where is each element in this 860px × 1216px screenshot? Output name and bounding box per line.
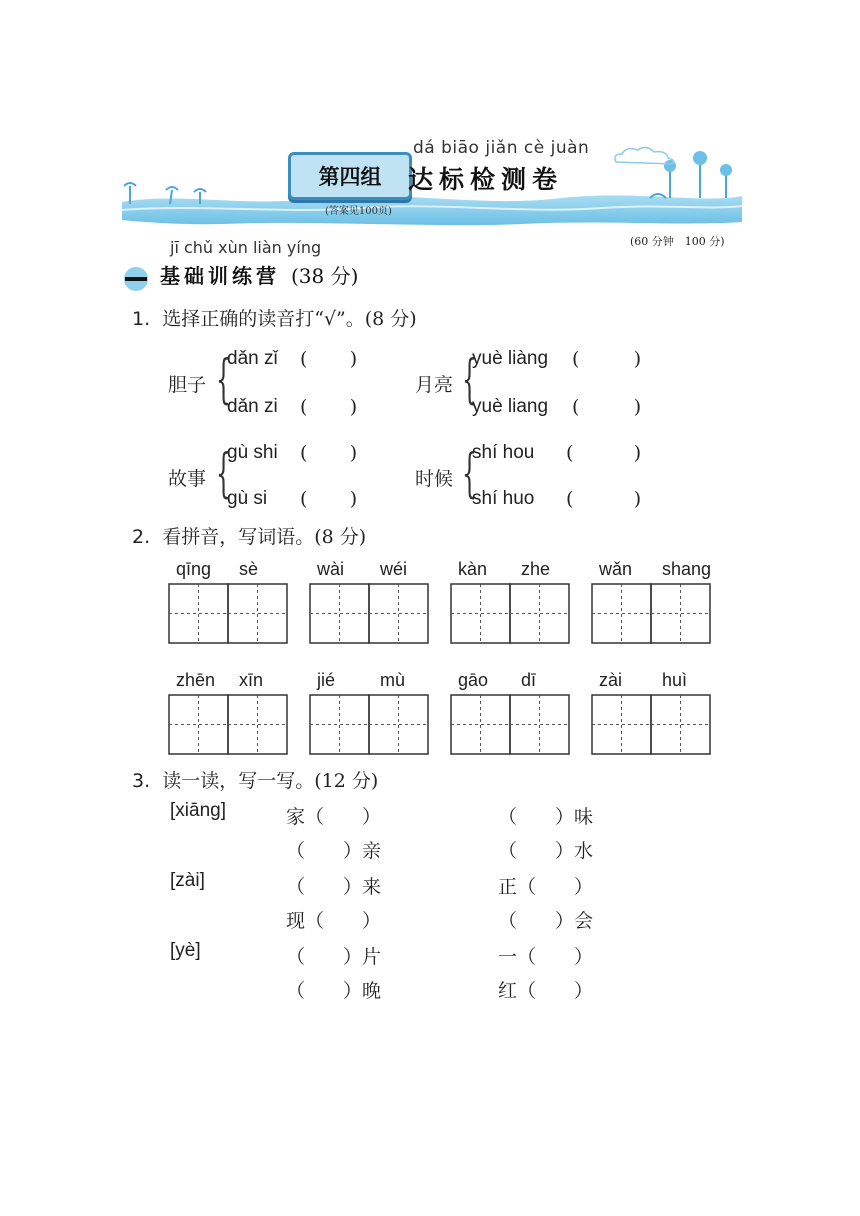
q3-pinyin: [xiāng] bbox=[170, 800, 226, 821]
section-marker-icon bbox=[122, 266, 150, 292]
q2-pinyin: gāo bbox=[458, 670, 489, 690]
section-title-text: 基础训练营 bbox=[160, 264, 280, 288]
q1-word: 月亮 bbox=[415, 374, 454, 396]
brace-icon: { bbox=[462, 444, 477, 504]
q2-pinyin: zhe bbox=[521, 559, 551, 579]
q2-pinyin: wéi bbox=[380, 559, 408, 579]
q3-prompt-text: 读一读，写一写。(12 分) bbox=[162, 770, 379, 792]
q1-prompt bbox=[132, 304, 417, 331]
q1-prompt-text: 选择正确的读音打“√”。(8 分) bbox=[162, 308, 417, 330]
q3-number: 3. bbox=[132, 770, 151, 792]
q2-pinyin: zài bbox=[599, 670, 623, 690]
group-label-sign bbox=[288, 152, 412, 200]
q2-pinyin: xīn bbox=[239, 670, 264, 690]
q2-prompt-text: 看拼音，写词语。(8 分) bbox=[162, 526, 367, 548]
q3-blank[interactable]: 红（ ） bbox=[498, 980, 594, 1002]
page-title: 达标检测卷 bbox=[408, 165, 564, 194]
q1-answer-blank[interactable]: ( ) bbox=[300, 442, 358, 464]
q1-answer-blank[interactable]: ( ) bbox=[572, 396, 642, 418]
q2-pinyin: wǎn bbox=[599, 559, 633, 579]
writing-grid[interactable] bbox=[591, 583, 711, 644]
q3-pinyin: [zài] bbox=[170, 870, 205, 891]
q3-blank[interactable]: 家（ ） bbox=[286, 806, 382, 828]
q1-option: gù si bbox=[227, 488, 268, 509]
q1-option: shí hou bbox=[472, 442, 535, 463]
answer-note: (答案见100页) bbox=[325, 206, 392, 217]
q2-pinyin: kàn bbox=[458, 559, 488, 579]
q3-blank[interactable]: （ ）晚 bbox=[286, 980, 382, 1002]
writing-grid[interactable] bbox=[309, 583, 429, 644]
q1-answer-blank[interactable]: ( ) bbox=[300, 488, 358, 510]
q3-blank[interactable]: （ ）亲 bbox=[286, 840, 382, 862]
q1-answer-blank[interactable]: ( ) bbox=[566, 488, 642, 510]
title-pinyin: dá biāo jiǎn cè juàn bbox=[413, 138, 590, 158]
q3-blank[interactable]: （ ）水 bbox=[498, 840, 594, 862]
q1-word: 胆子 bbox=[168, 374, 207, 396]
q1-option: yuè liàng bbox=[472, 348, 549, 369]
writing-grid[interactable] bbox=[168, 694, 288, 755]
q1-word: 故事 bbox=[168, 468, 207, 490]
q3-blank[interactable]: 一（ ） bbox=[498, 946, 594, 968]
brace-icon: { bbox=[216, 350, 231, 410]
brace-icon: { bbox=[462, 350, 477, 410]
writing-grid[interactable] bbox=[450, 583, 570, 644]
q3-blank[interactable]: （ ）会 bbox=[498, 910, 594, 932]
q2-pinyin: wài bbox=[317, 559, 345, 579]
q1-word: 时候 bbox=[415, 468, 454, 490]
q3-blank[interactable]: （ ）片 bbox=[286, 946, 382, 968]
q1-option: dǎn zǐ bbox=[227, 348, 278, 369]
q2-pinyin: mù bbox=[380, 670, 406, 690]
q2-pinyin: qīng bbox=[176, 559, 212, 579]
section-pinyin: jī chǔ xùn liàn yíng bbox=[170, 238, 322, 257]
q2-pinyin: huì bbox=[662, 670, 688, 690]
q3-blank[interactable]: 正（ ） bbox=[498, 876, 594, 898]
q1-answer-blank[interactable]: ( ) bbox=[566, 442, 642, 464]
section-title bbox=[160, 260, 358, 289]
writing-grid[interactable] bbox=[309, 694, 429, 755]
q2-number: 2. bbox=[132, 526, 151, 548]
q2-pinyin: jié bbox=[317, 670, 336, 690]
q3-blank[interactable]: （ ）味 bbox=[498, 806, 594, 828]
q1-option: dǎn zi bbox=[227, 396, 278, 417]
q1-answer-blank[interactable]: ( ) bbox=[300, 348, 358, 370]
group-label: 第四组 bbox=[318, 164, 382, 189]
q3-blank[interactable]: （ ）来 bbox=[286, 876, 382, 898]
time-score: (60 分钟 100 分) bbox=[630, 235, 725, 248]
section-score: (38 分) bbox=[290, 264, 359, 288]
q2-pinyin: sè bbox=[239, 559, 259, 579]
brace-icon: { bbox=[216, 444, 231, 504]
writing-grid[interactable] bbox=[591, 694, 711, 755]
q3-blank[interactable]: 现（ ） bbox=[286, 910, 382, 932]
q2-prompt bbox=[132, 522, 366, 549]
q1-option: shí huo bbox=[472, 488, 535, 509]
q3-pinyin: [yè] bbox=[170, 940, 201, 961]
cloud-decoration bbox=[610, 146, 680, 166]
q1-answer-blank[interactable]: ( ) bbox=[300, 396, 358, 418]
q2-pinyin: dī bbox=[521, 670, 537, 690]
q2-pinyin: shang bbox=[662, 559, 712, 579]
q1-option: yuè liang bbox=[472, 396, 549, 417]
q1-number: 1. bbox=[132, 308, 151, 330]
q1-option: gù shi bbox=[227, 442, 278, 463]
q1-answer-blank[interactable]: ( ) bbox=[572, 348, 642, 370]
q2-pinyin: zhēn bbox=[176, 670, 216, 690]
plant-decoration-left bbox=[120, 176, 220, 206]
q3-prompt bbox=[132, 766, 378, 793]
writing-grid[interactable] bbox=[450, 694, 570, 755]
writing-grid[interactable] bbox=[168, 583, 288, 644]
